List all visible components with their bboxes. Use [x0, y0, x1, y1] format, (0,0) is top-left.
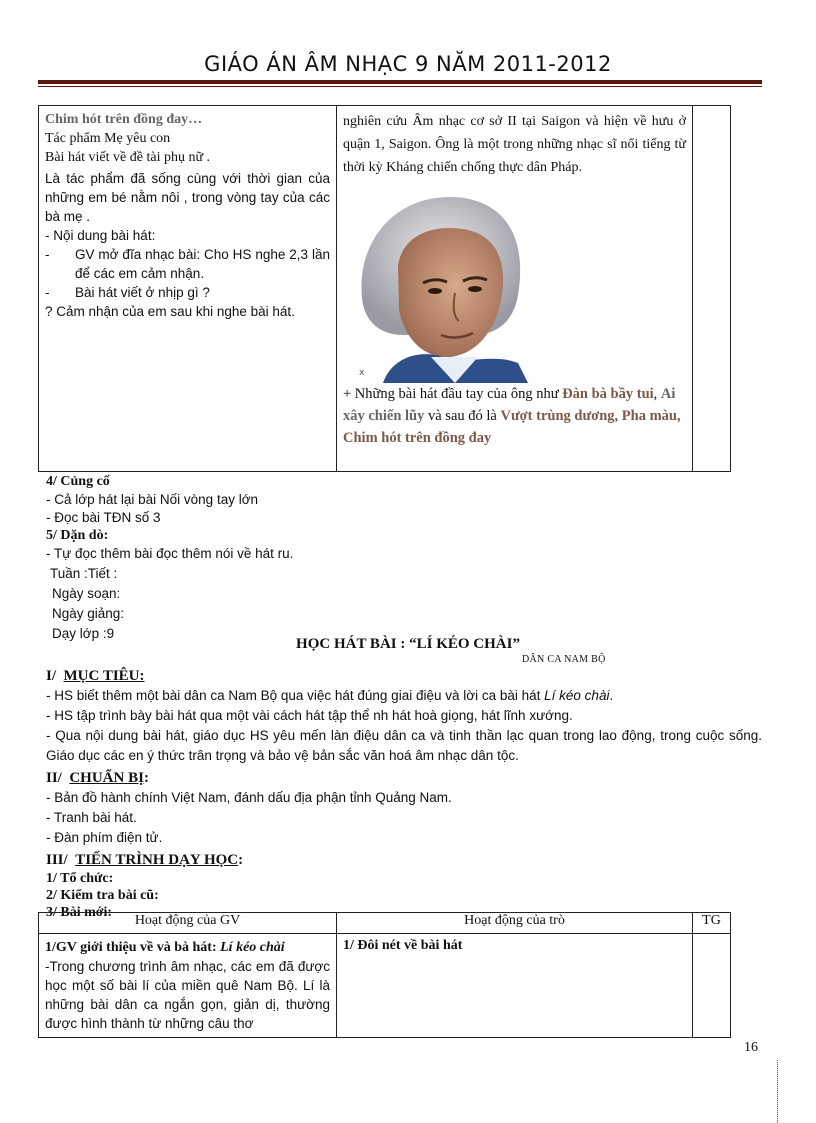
list-item: - HS tập trình bày bài hát qua một vài cách hát tập thể nh hát hoà giọng, hát lĩnh xướng. [46, 708, 573, 723]
list-item: - Qua nội dung bài hát, giáo dục HS yêu mến làn điệu dân ca và tinh thần lạc quan trong lao động, trong cuộc sống. Giáo dục các en ý thức trân trọng và bảo vệ bản sắc văn hoá âm nhạc dân tộc. [46, 728, 762, 763]
songs-paragraph: + Những bài hát đầu tay của ông như Đàn bà bầy tui, Ai xây chiến lũy và sau đó là Vượt trùng dương, Pha màu, Chim hót trên đồng đay [343, 386, 681, 446]
section-heading: 4/ Củng cố [46, 474, 110, 489]
column-header: TG [693, 913, 731, 934]
meta-line: Ngày giảng: [52, 606, 125, 621]
list-item: - Đọc bài TĐN số 3 [46, 510, 161, 525]
list-item: - Bài hát viết ở nhịp gì ? [45, 285, 210, 300]
time-cell [693, 106, 731, 472]
column-header: Hoạt động của GV [39, 913, 337, 934]
meta-line: Ngày soạn: [52, 586, 121, 601]
header-rule-thick [38, 80, 762, 84]
list-item: - Đàn phím điện tử. [46, 830, 163, 845]
list-item: - GV mở đĩa nhạc bài: Cho HS nghe 2,3 lần để các em cảm nhận. [45, 247, 330, 281]
teacher-activity-cell [39, 934, 337, 1038]
list-item: - HS biết thêm một bài dân ca Nam Bộ qua việc hát đúng giai điệu và lời ca bài hát Lí kéo chài. [46, 688, 614, 703]
teacher-activity-cell [39, 106, 337, 472]
text-line: ? Cảm nhận của em sau khi nghe bài hát. [45, 304, 295, 319]
list-item: - Tranh bài hát. [46, 810, 137, 825]
student-activity-cell: 1/ Đôi nét về bài hát [337, 934, 693, 1038]
student-activity-cell [337, 106, 693, 472]
meta-line: Dạy lớp :9 [52, 626, 115, 641]
objectives-section [46, 666, 762, 921]
svg-text:x: x [359, 368, 365, 378]
section-heading: 5/ Dặn dò: [46, 528, 109, 543]
meta-line: Tuần :Tiết : [50, 566, 118, 581]
section-heading: I/ MỤC TIÊU: [46, 668, 145, 684]
text-line: Bài hát viết về đề tài phụ nữ . [45, 150, 211, 165]
time-cell [693, 934, 731, 1038]
continuation-table [38, 105, 731, 472]
step-line: 1/ Tổ chức: [46, 871, 114, 886]
list-item: - Tự đọc thêm bài đọc thêm nói về hát ru. [46, 546, 294, 561]
lesson-title: HỌC HÁT BÀI : “LÍ KÉO CHÀI” [296, 636, 520, 652]
bio-paragraph: nghiên cứu Âm nhạc cơ sở II tại Saigon và hiện về hưu ở quận 1, Saigon. Ông là một trong những nhạc sĩ nổi tiếng từ thời kỳ Kháng chiến chống thực dân Pháp. [343, 114, 686, 175]
text-line: Tác phẩm Mẹ yêu con [45, 131, 171, 146]
page-header-title: GIÁO ÁN ÂM NHẠC 9 NĂM 2011-2012 [204, 52, 612, 76]
activity-text: -Trong chương trình âm nhạc, các em đã được học một số bài lí của miền quê Nam Bộ. Lí là những bài dân ca ngắn gọn, giản dị, thường được hình thành từ những câu thơ [45, 959, 330, 1031]
header-rule-thin [38, 86, 762, 87]
column-header: Hoạt động của trò [337, 913, 693, 934]
song-heading: Chim hót trên đồng đay… [45, 112, 203, 127]
review-section [46, 473, 293, 644]
step-line: 3/ Bài mới: [46, 905, 113, 920]
section-heading: III/ TIẾN TRÌNH DẠY HỌC: [46, 852, 244, 868]
activity-title: 1/GV giới thiệu về và bà hát: Lí kéo chài [45, 940, 285, 955]
section-heading: II/ CHUẨN BỊ: [46, 770, 149, 786]
step-line: 2/ Kiểm tra bài cũ: [46, 888, 159, 903]
lesson-subtitle: DÂN CA NAM BỘ [522, 654, 606, 665]
text-line: - Nội dung bài hát: [45, 228, 156, 243]
page-border [777, 1060, 778, 1123]
portrait-photo [343, 185, 686, 383]
page-number: 16 [744, 1040, 758, 1055]
portrait-icon [343, 185, 543, 383]
text-paragraph: Là tác phẩm đã sống cùng với thời gian của những em bé nằm nôi , trong vòng tay của các bà mẹ . [45, 171, 330, 224]
list-item: - Bản đồ hành chính Việt Nam, đánh dấu địa phận tỉnh Quảng Nam. [46, 790, 452, 805]
lesson-activity-table [38, 912, 731, 1038]
list-item: - Cả lớp hát lại bài Nối vòng tay lớn [46, 492, 259, 507]
